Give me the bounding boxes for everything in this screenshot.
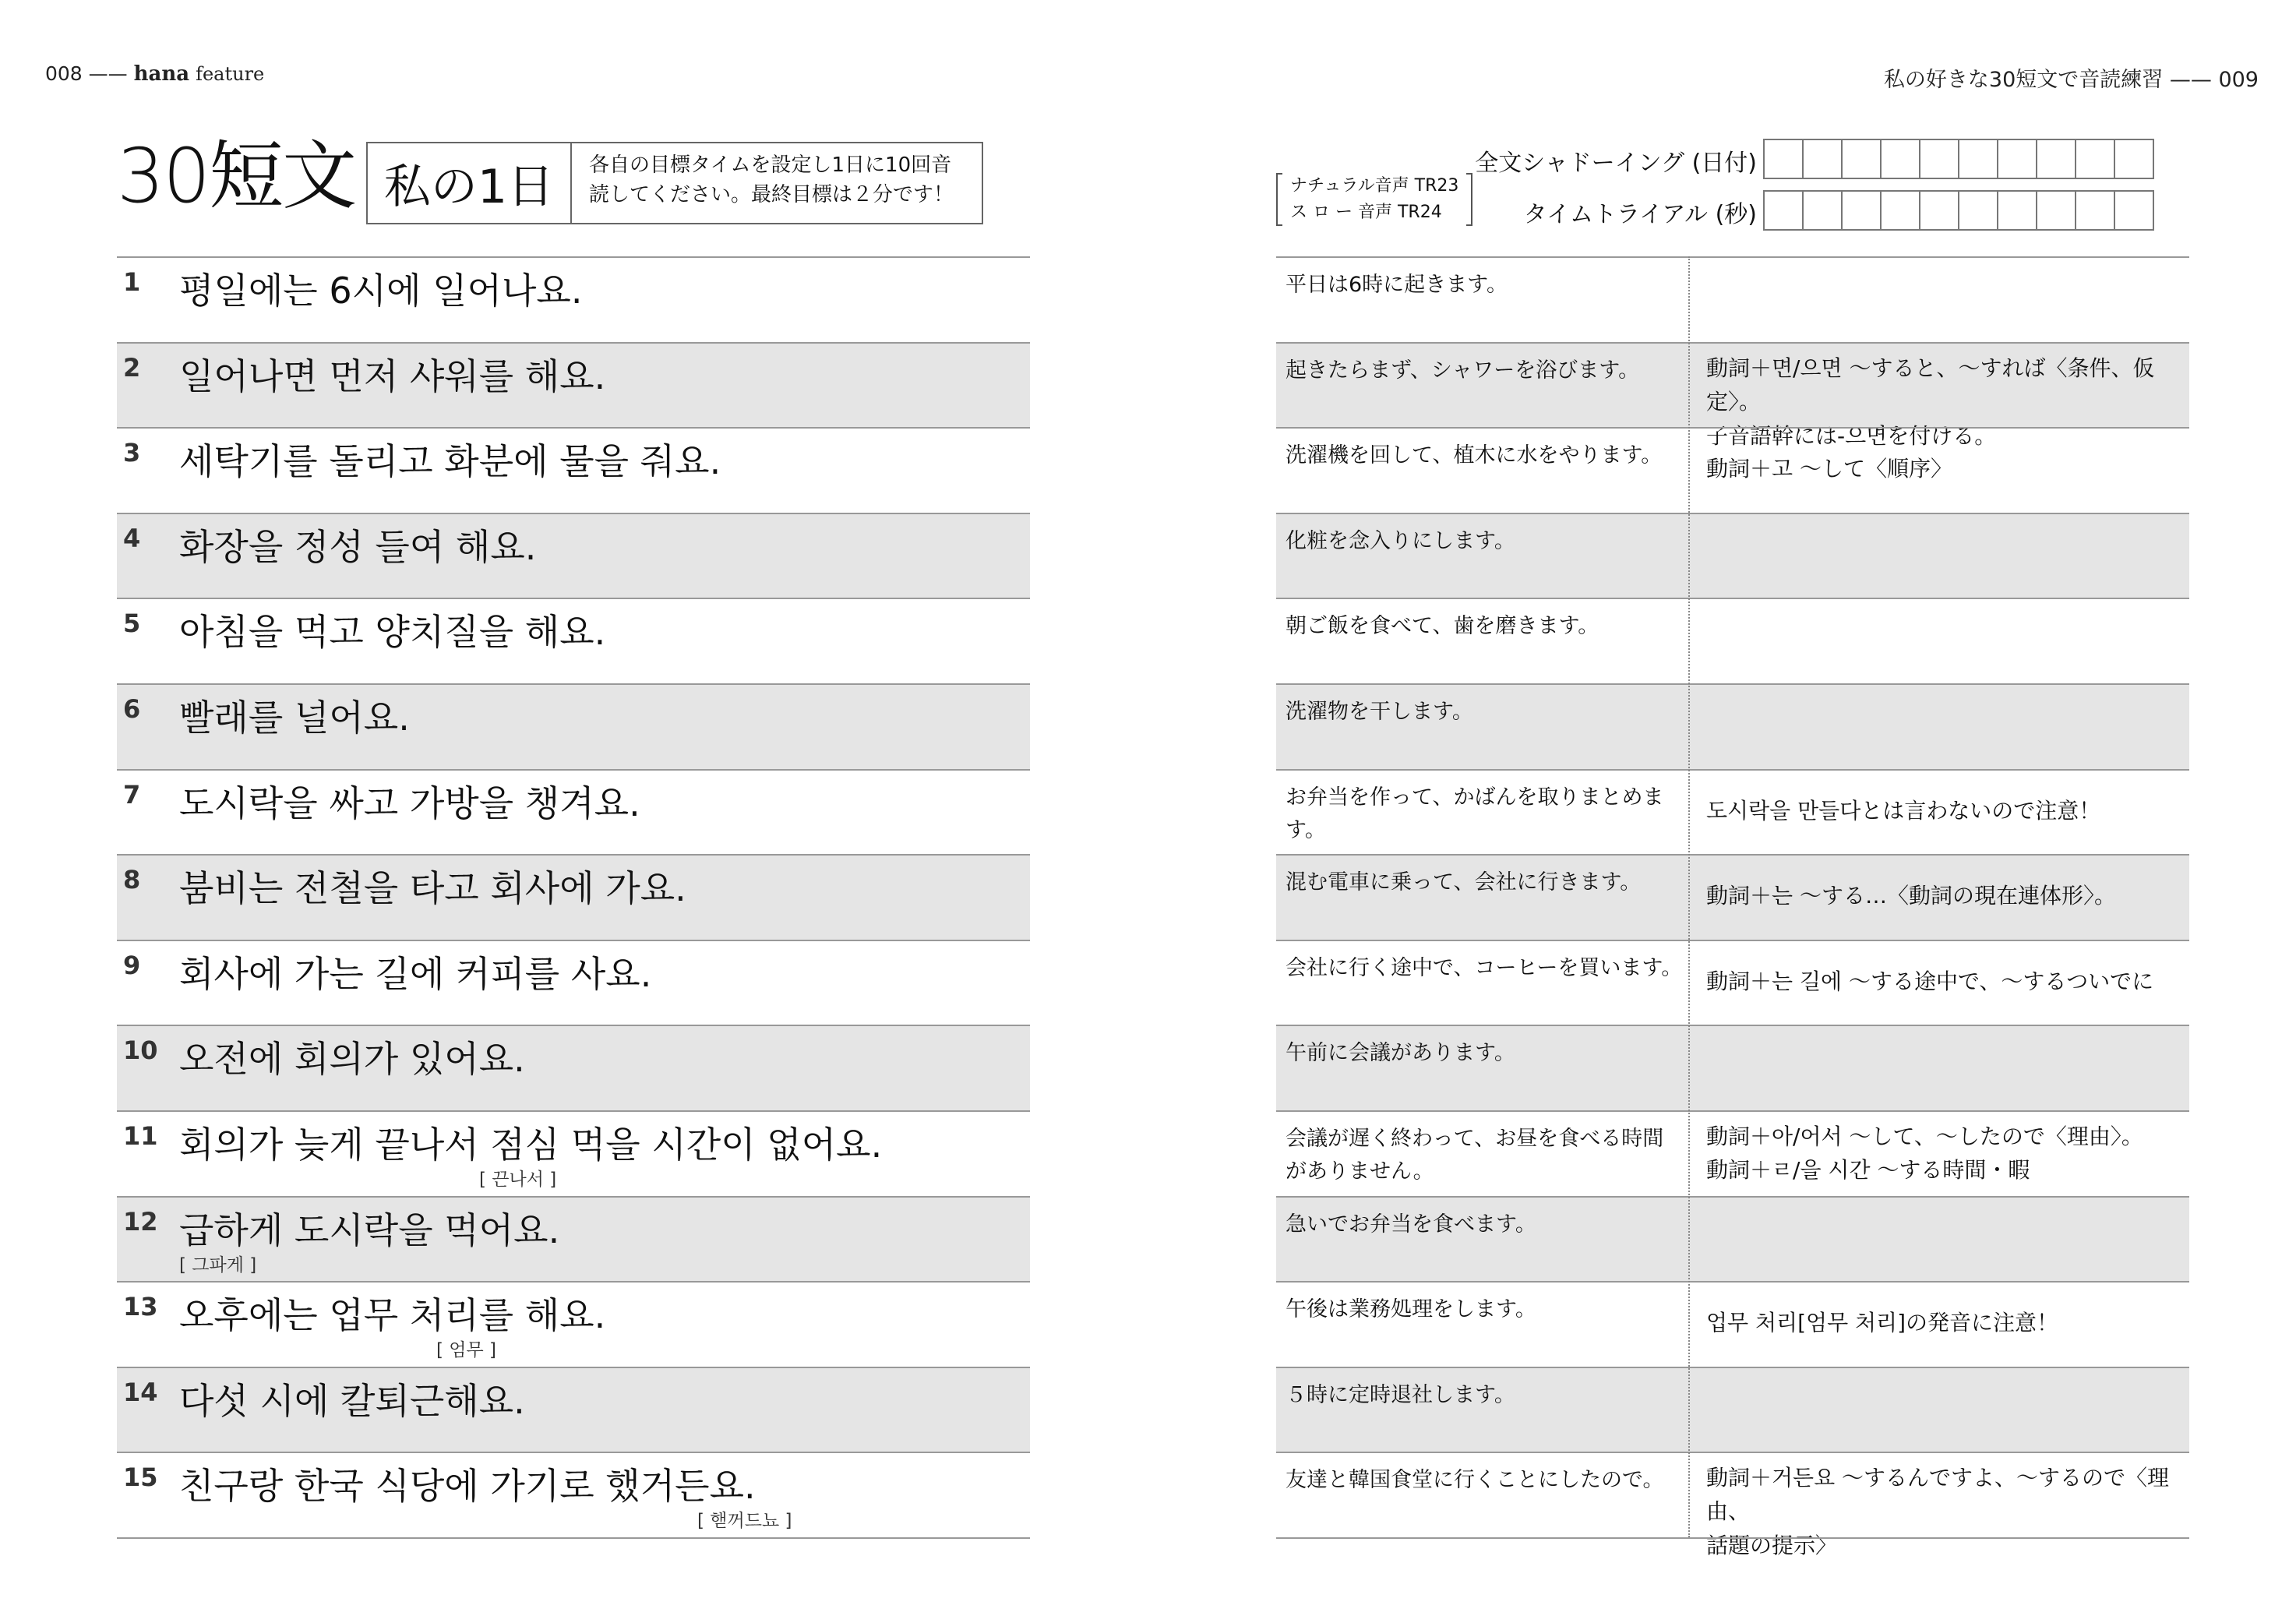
japanese-translation: 混む電車に乗って、会社に行きます。 bbox=[1286, 870, 1642, 894]
korean-sentence: 평일에는 6시에 일어나요. bbox=[179, 270, 583, 312]
shadowing-date-grid bbox=[1765, 139, 2154, 179]
korean-sentence: 급하게 도시락을 먹어요. bbox=[179, 1209, 560, 1251]
grammar-note-line: 업무 처리[엄무 처리]の発音に注意！ bbox=[1706, 1310, 2059, 1335]
grammar-note-line: 도시락을 만들다とは言わないので注意！ bbox=[1706, 798, 2101, 824]
japanese-translation: 会議が遅く終わって、お昼を食べる時間がありません。 bbox=[1286, 1127, 1664, 1184]
bracket-left bbox=[1276, 173, 1282, 226]
sentence-number: 11 bbox=[123, 1121, 158, 1151]
page-folio-right bbox=[1884, 62, 2259, 93]
sentence-number: 1 bbox=[123, 267, 141, 297]
grammar-note-line: 動詞＋는 길에 ～する途中で、～するついでに bbox=[1706, 969, 2154, 994]
record-cell[interactable] bbox=[1919, 190, 1959, 231]
sentence-number: 8 bbox=[123, 865, 141, 894]
sentence-row bbox=[117, 513, 1030, 598]
sentence-row bbox=[117, 940, 1030, 1025]
record-cell[interactable] bbox=[2114, 139, 2154, 179]
korean-sentence: 아침을 먹고 양치질을 해요. bbox=[179, 611, 606, 653]
sentence-row bbox=[117, 769, 1030, 855]
time-trial-grid bbox=[1765, 190, 2154, 231]
translation-row bbox=[1276, 1367, 2189, 1452]
translation-row bbox=[1276, 1025, 2189, 1110]
page-folio-left bbox=[45, 62, 264, 86]
sentence-number: 5 bbox=[123, 609, 141, 638]
instruction-line: 読してください。最終目標は２分です！ bbox=[589, 182, 954, 206]
sentence-number: 9 bbox=[123, 951, 141, 980]
subtitle: 私の1日 bbox=[368, 143, 572, 223]
record-cell[interactable] bbox=[2114, 190, 2154, 231]
translation-row bbox=[1276, 1281, 2189, 1367]
magazine-brand: hana bbox=[133, 62, 190, 86]
sentence-number: 10 bbox=[123, 1036, 158, 1065]
folio-dash: —— bbox=[88, 62, 128, 85]
japanese-translation: 急いでお弁当を食べます。 bbox=[1286, 1212, 1536, 1237]
translation-row bbox=[1276, 513, 2189, 598]
sentence-row bbox=[117, 1110, 1030, 1196]
grammar-note-line: 動詞＋고 ～して〈順序〉 bbox=[1706, 456, 1952, 482]
record-cell[interactable] bbox=[1997, 139, 2037, 179]
translation-row bbox=[1276, 598, 2189, 683]
sentence-row bbox=[117, 427, 1030, 513]
sentence-row bbox=[117, 1196, 1030, 1282]
record-cell[interactable] bbox=[2075, 139, 2115, 179]
translation-row bbox=[1276, 427, 2189, 513]
sentence-number: 2 bbox=[123, 353, 141, 383]
pronunciation-note: [ 끈나서 ] bbox=[479, 1170, 557, 1190]
korean-sentence: 친구랑 한국 식당에 가기로 했거든요. bbox=[179, 1465, 756, 1507]
grammar-note bbox=[1706, 452, 2183, 485]
pronunciation-note: [ 그파게 ] bbox=[179, 1255, 257, 1275]
record-cell[interactable] bbox=[1841, 139, 1882, 179]
translation-row bbox=[1276, 854, 2189, 940]
record-cell[interactable] bbox=[1880, 139, 1920, 179]
time-trial-label: タイムトライアル (秒) bbox=[1523, 201, 1757, 228]
record-cell[interactable] bbox=[1958, 139, 1998, 179]
sentence-row bbox=[117, 1281, 1030, 1367]
translation-row bbox=[1276, 1110, 2189, 1196]
translation-row bbox=[1276, 769, 2189, 855]
sentence-number: 7 bbox=[123, 780, 141, 810]
translation-row bbox=[1276, 1196, 2189, 1282]
japanese-translation: 化粧を念入りにします。 bbox=[1286, 529, 1515, 553]
record-cell[interactable] bbox=[1997, 190, 2037, 231]
korean-sentence: 일어나면 먼저 샤워를 해요. bbox=[179, 355, 606, 397]
japanese-translation: ５時に定時退社します。 bbox=[1286, 1383, 1515, 1407]
korean-sentence: 회사에 가는 길에 커피를 사요. bbox=[179, 953, 652, 995]
record-cell[interactable] bbox=[1919, 139, 1959, 179]
japanese-translation: 起きたらまず、シャワーを浴びます。 bbox=[1286, 358, 1640, 383]
audio-track-box bbox=[1276, 173, 1472, 226]
grammar-note-line: 動詞＋ㄹ/을 시간 ～する時間・暇 bbox=[1706, 1157, 2030, 1184]
page-number-left: 008 bbox=[45, 62, 83, 85]
sentence-number: 3 bbox=[123, 438, 141, 467]
pronunciation-note: [ 엄무 ] bbox=[436, 1340, 497, 1360]
sentence-number: 4 bbox=[123, 524, 141, 553]
sentence-row bbox=[117, 854, 1030, 940]
record-cell[interactable] bbox=[1763, 190, 1804, 231]
title-box bbox=[366, 142, 983, 224]
feature-title: 私の好きな30短文で音読練習 bbox=[1883, 68, 2164, 92]
grammar-note-line: 動詞＋거든요 ～するんですよ、～するので〈理由、 bbox=[1706, 1465, 2170, 1525]
record-cell[interactable] bbox=[2036, 139, 2076, 179]
record-cell[interactable] bbox=[1763, 139, 1804, 179]
japanese-translation: お弁当を作って、かばんを取りまとめます。 bbox=[1286, 785, 1664, 842]
sentence-number: 6 bbox=[123, 694, 141, 724]
slow-audio-label: ス ロ ー 音声 TR24 bbox=[1290, 203, 1442, 223]
shadowing-date-label: 全文シャドーイング (日付) bbox=[1475, 150, 1757, 177]
grammar-note bbox=[1706, 1306, 2183, 1339]
translation-row bbox=[1276, 1452, 2189, 1558]
sentence-row bbox=[117, 1452, 1030, 1537]
page-number-right: 009 bbox=[2218, 68, 2259, 92]
list-bottom-rule bbox=[117, 1537, 1030, 1539]
translation-row bbox=[1276, 342, 2189, 449]
sentence-number: 13 bbox=[123, 1292, 158, 1321]
sentence-row bbox=[117, 256, 1030, 342]
korean-sentence: 붐비는 전철을 타고 회사에 가요. bbox=[179, 867, 686, 909]
grammar-note bbox=[1706, 965, 2183, 998]
grammar-note bbox=[1706, 1120, 2183, 1187]
record-cell[interactable] bbox=[1802, 190, 1843, 231]
sentence-row bbox=[117, 598, 1030, 683]
page-title: 30短文 bbox=[117, 132, 356, 220]
korean-sentence: 오전에 회의가 있어요. bbox=[179, 1038, 525, 1080]
record-cell[interactable] bbox=[1958, 190, 1998, 231]
japanese-translation: 朝ご飯を食べて、歯を磨きます。 bbox=[1286, 614, 1599, 638]
translation-row bbox=[1276, 256, 2189, 342]
japanese-translation: 会社に行く途中で、コーヒーを買います。 bbox=[1286, 956, 1683, 980]
sentence-row bbox=[117, 1367, 1030, 1452]
grammar-note bbox=[1706, 1461, 2183, 1562]
sentence-number: 12 bbox=[123, 1207, 158, 1237]
japanese-translation: 洗濯物を干します。 bbox=[1286, 700, 1473, 724]
japanese-translation: 午前に会議があります。 bbox=[1286, 1041, 1515, 1065]
dotted-divider bbox=[1688, 256, 1690, 1537]
korean-sentence: 회의가 늦게 끝나서 점심 먹을 시간이 없어요. bbox=[179, 1124, 883, 1166]
korean-sentence: 화장을 정성 들여 해요. bbox=[179, 526, 537, 568]
sentence-row bbox=[117, 342, 1030, 428]
record-cell[interactable] bbox=[2036, 190, 2076, 231]
japanese-translation: 洗濯機を回して、植木に水をやります。 bbox=[1286, 443, 1663, 467]
record-cell[interactable] bbox=[1880, 190, 1920, 231]
folio-dash: —— bbox=[2169, 68, 2212, 92]
record-cell[interactable] bbox=[1841, 190, 1882, 231]
japanese-translation: 平日は6時に起きます。 bbox=[1286, 273, 1508, 297]
section-label: feature bbox=[196, 63, 265, 85]
korean-sentence: 도시락을 싸고 가방을 챙겨요. bbox=[179, 782, 640, 824]
record-cell[interactable] bbox=[2075, 190, 2115, 231]
pronunciation-note: [ 핻꺼드뇨 ] bbox=[697, 1511, 792, 1531]
korean-sentence: 세탁기를 돌리고 화분에 물을 줘요. bbox=[179, 440, 721, 482]
sentence-number: 15 bbox=[123, 1462, 158, 1492]
record-cell[interactable] bbox=[1802, 139, 1843, 179]
korean-sentence: 오후에는 업무 처리를 해요. bbox=[179, 1294, 606, 1336]
japanese-translation: 友達と韓国食堂に行くことにしたので。 bbox=[1286, 1468, 1664, 1492]
grammar-note-line: 子音語幹には-으면を付ける。 bbox=[1706, 422, 1997, 449]
sentence-number: 14 bbox=[123, 1378, 158, 1407]
translation-row bbox=[1276, 940, 2189, 1025]
natural-audio-label: ナチュラル音声 TR23 bbox=[1290, 176, 1459, 196]
grammar-note-line: 話題の提示〉 bbox=[1706, 1532, 1838, 1558]
sentence-row bbox=[117, 1025, 1030, 1110]
instructions bbox=[572, 143, 982, 223]
sentence-row bbox=[117, 683, 1030, 769]
korean-sentence: 빨래를 널어요. bbox=[179, 697, 410, 739]
grammar-note bbox=[1706, 879, 2183, 912]
grammar-note-line: 動詞＋는 ～する…〈動詞の現在連体形〉。 bbox=[1706, 883, 2116, 909]
table-bottom-rule bbox=[1276, 1537, 2189, 1539]
grammar-note-line: 動詞＋아/어서 ～して、～したので〈理由〉。 bbox=[1706, 1124, 2143, 1149]
grammar-note bbox=[1706, 794, 2183, 827]
bracket-right bbox=[1466, 173, 1472, 226]
japanese-translation: 午後は業務処理をします。 bbox=[1286, 1297, 1536, 1321]
korean-sentence: 다섯 시에 칼퇴근해요. bbox=[179, 1380, 525, 1422]
translation-row bbox=[1276, 683, 2189, 769]
instruction-line: 各自の目標タイムを設定し1日に10回音 bbox=[589, 153, 952, 177]
grammar-note-line: 動詞＋면/으면 ～すると、～すれば〈条件、仮定〉。 bbox=[1706, 355, 2155, 415]
